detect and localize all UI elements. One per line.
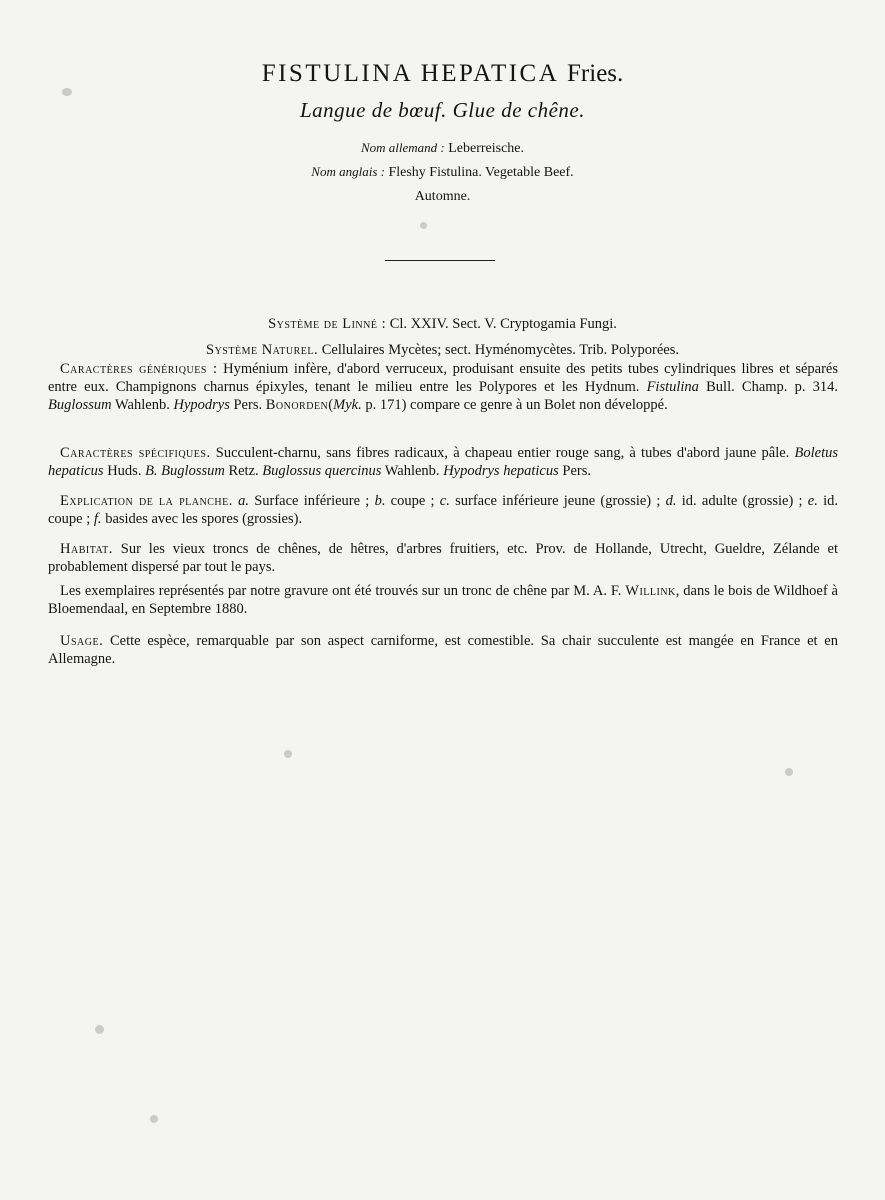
naturel-label: Système Naturel. [206,342,319,358]
paper-speck [785,768,793,776]
generic-text-3: Wahlenb. [115,397,170,413]
specimens-text: Les exemplaires représentés par notre gravure ont été trouvés sur un tronc de chêne par M. A. F. [60,583,622,599]
usage-text: Cette espèce, remarquable par son aspect carniforme, est comestible. Sa chair succulente est mangée en France et en Allemagne. [48,633,838,667]
paper-speck [284,750,292,758]
title-author: Fries. [567,60,624,87]
english-name-value: Fleshy Fistulina. Vegetable Beef. [388,165,574,180]
fig-b: b. [374,493,386,509]
synonym-ref-2: Hypodrys [173,397,230,413]
title-genus: FISTULINA HEPATICA [261,60,560,87]
habitat-label: Habitat. [60,541,113,557]
synonym-2: B. Buglossum [145,463,225,479]
natural-system-line [0,342,885,359]
common-names: Langue de bœuf. Glue de chêne. [299,98,586,122]
author-name: Bonorden [265,397,329,413]
usage [48,632,838,668]
fig-d: d. [665,493,677,509]
specific-characters [48,444,838,480]
generic-text-2: Bull. Champ. p. 314. [706,379,839,395]
generic-text-4: Pers. [233,397,263,413]
specific-label: Caractères spécifiques. [60,445,211,461]
season: Automne. [414,189,471,204]
specific-text-5: Pers. [562,463,591,479]
paper-speck [420,222,427,229]
fig-f: f. [93,511,102,527]
fig-c-text: surface inférieure jeune (grossie) ; [455,493,661,509]
generic-text-5: ( [328,397,334,413]
habitat [48,540,838,576]
fig-d-text: id. adulte (grossie) ; [681,493,803,509]
specimens-text-2: , dans le bois de Wildhoef à Bloemendaal, en Septembre 1880. [48,583,838,617]
page-title [0,60,885,88]
fig-c: c. [439,493,450,509]
german-name-value: Leberreische. [448,141,525,156]
generic-label: Caractères génériques : [60,361,218,377]
fig-e: e. [807,493,818,509]
work-ref: Myk. [333,397,362,413]
fig-f-text: basides avec les spores (grossies). [105,511,303,527]
plate-explanation [48,492,838,528]
paper-speck [62,88,72,96]
synonym-4: Hypodrys hepaticus [443,463,559,479]
fig-e-text: id. coupe ; [48,493,838,527]
german-name-label: Nom allemand : [360,140,445,155]
genus-ref: Fistulina [646,379,699,395]
habitat-text: Sur les vieux troncs de chênes, de hêtres, d'arbres fruitiers, etc. Prov. de Hollande, Utrecht, Gueldre, Zélande et probablement dispersé par tout le pays. [48,541,839,575]
german-name-line [0,140,885,157]
specimens-note [48,582,838,618]
english-name-line [0,164,885,181]
fig-b-text: coupe ; [390,493,435,509]
paper-speck [150,1115,158,1123]
explanation-label: Explication de la planche. [60,493,233,509]
linne-system-line [0,316,885,333]
separator-rule [385,260,495,261]
generic-text-6: p. 171) compare ce genre à un Bolet non développé. [365,397,668,413]
linne-value: Cl. XXIV. Sect. V. Cryptogamia Fungi. [389,316,617,332]
specific-text-3: Retz. [228,463,259,479]
synonym-ref: Buglossum [48,397,112,413]
synonym-3: Buglossus quercinus [262,463,382,479]
collector-name: Willink [625,583,676,599]
fig-a: a. [238,493,249,509]
english-name-label: Nom anglais : [311,164,385,179]
fig-a-text: Surface inférieure ; [254,493,370,509]
specific-text-4: Wahlenb. [384,463,440,479]
specific-text: Succulent-charnu, sans fibres radicaux, à chapeau entier rouge sang, à tubes d'abord jaune pâle. [215,445,790,461]
usage-label: Usage. [60,633,104,649]
naturel-value: Cellulaires Mycètes; sect. Hyménomycètes. Trib. Polyporées. [321,342,679,358]
paper-speck [95,1025,104,1034]
generic-characters [48,360,838,414]
specific-text-2: Huds. [107,463,142,479]
linne-label: Système de Linné : [268,316,387,332]
synonym-1: Boletus hepaticus [48,445,839,479]
generic-text: Hyménium infère, d'abord verruceux, produisant ensuite des petits tubes cylindriques libres et séparés entre eux. Champignons charnus épixyles, tenant le milieu entre les Polypores et les Hydnum. [48,361,838,395]
